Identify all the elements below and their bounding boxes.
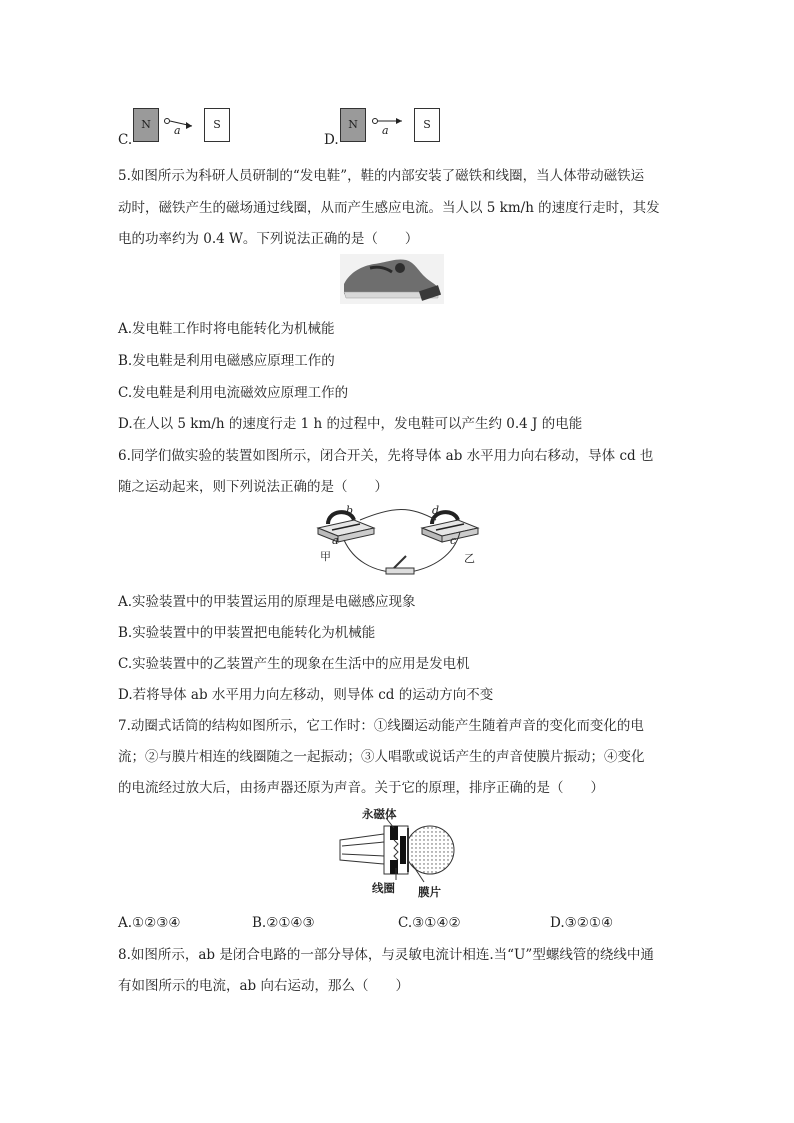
q5-option-c: C.发电鞋是利用电流磁效应原理工作的	[118, 385, 349, 401]
q5-stem-line-2: 动时，磁铁产生的磁场通过线圈，从而产生感应电流。当人以 5 km/h 的速度行走时，其发	[118, 200, 660, 216]
conductor-a-label: a	[382, 124, 389, 137]
label-jia: 甲	[320, 550, 331, 563]
q6-option-d: D.若将导体 ab 水平用力向左移动，则导体 cd 的运动方向不变	[118, 687, 494, 703]
q5-option-d: D.在人以 5 km/h 的速度行走 1 h 的过程中，发电鞋可以产生约 0.4 J 的电能	[118, 416, 583, 432]
power-shoe-image	[340, 254, 444, 304]
q6-stem-line-2: 随之运动起来，则下列说法正确的是（ ）	[118, 479, 388, 495]
north-pole-box	[340, 108, 366, 142]
conductor-arrow-icon	[370, 108, 410, 142]
conductor-a-label: a	[174, 124, 181, 137]
south-pole-label: S	[423, 118, 431, 131]
q5-option-a: A.发电鞋工作时将电能转化为机械能	[118, 321, 335, 337]
conductor-arrow-icon	[162, 108, 202, 142]
microphone-figure	[338, 806, 460, 898]
label-permanent-magnet: 永磁体	[362, 807, 397, 821]
q8-stem-line-2: 有如图所示的电流，ab 向右运动，那么（ ）	[118, 978, 409, 994]
label-yi: 乙	[464, 552, 475, 565]
label-b: b	[346, 504, 354, 517]
q7-option-a: A.①②③④	[118, 915, 181, 931]
option-c-label: C.	[118, 132, 133, 148]
q6-option-a: A.实验装置中的甲装置运用的原理是电磁感应现象	[118, 594, 416, 610]
q6-stem-line-1: 6.同学们做实验的装置如图所示，闭合开关，先将导体 ab 水平用力向右移动，导体 cd 也	[118, 448, 654, 464]
option-d-label: D.	[324, 132, 339, 148]
q8-stem-line-1: 8.如图所示，ab 是闭合电路的一部分导体，与灵敏电流计相连.当“U”型螺线管的绕线中通	[118, 947, 654, 963]
q7-option-b: B.②①④③	[252, 915, 315, 931]
q5-option-b: B.发电鞋是利用电磁感应原理工作的	[118, 353, 335, 369]
q7-stem-line-3: 的电流经过放大后，由扬声器还原为声音。关于它的原理，排序正确的是（ ）	[118, 780, 604, 796]
north-pole-box	[133, 108, 159, 142]
q5-stem-line-1: 5.如图所示为科研人员研制的“发电鞋”，鞋的内部安装了磁铁和线圈，当人体带动磁铁运	[118, 168, 645, 184]
q6-option-c: C.实验装置中的乙装置产生的现象在生活中的应用是发电机	[118, 656, 470, 672]
south-pole-label: S	[213, 118, 221, 131]
north-pole-label: N	[141, 118, 151, 131]
q7-option-d: D.③②①④	[550, 915, 614, 931]
option-d-figure	[324, 108, 438, 150]
label-diaphragm: 膜片	[418, 885, 441, 899]
q7-option-c: C.③①④②	[398, 915, 461, 931]
option-c-figure	[118, 108, 228, 150]
label-c: c	[450, 534, 457, 547]
label-coil: 线圈	[372, 881, 395, 895]
south-pole-box	[204, 108, 230, 142]
south-pole-box	[414, 108, 440, 142]
q7-stem-line-2: 流；②与膜片相连的线圈随之一起振动；③人唱歌或说话产生的声音使膜片振动；④变化	[118, 749, 645, 765]
q7-stem-line-1: 7.动圈式话筒的结构如图所示，它工作时：①线圈运动能产生随着声音的变化而变化的电	[118, 718, 644, 734]
q6-apparatus-figure	[314, 500, 484, 580]
q5-stem-line-3: 电的功率约为 0.4 W。下列说法正确的是（ ）	[118, 231, 419, 247]
label-a: a	[332, 534, 339, 547]
label-d: d	[432, 504, 440, 517]
q6-option-b: B.实验装置中的甲装置把电能转化为机械能	[118, 625, 376, 641]
north-pole-label: N	[348, 118, 358, 131]
